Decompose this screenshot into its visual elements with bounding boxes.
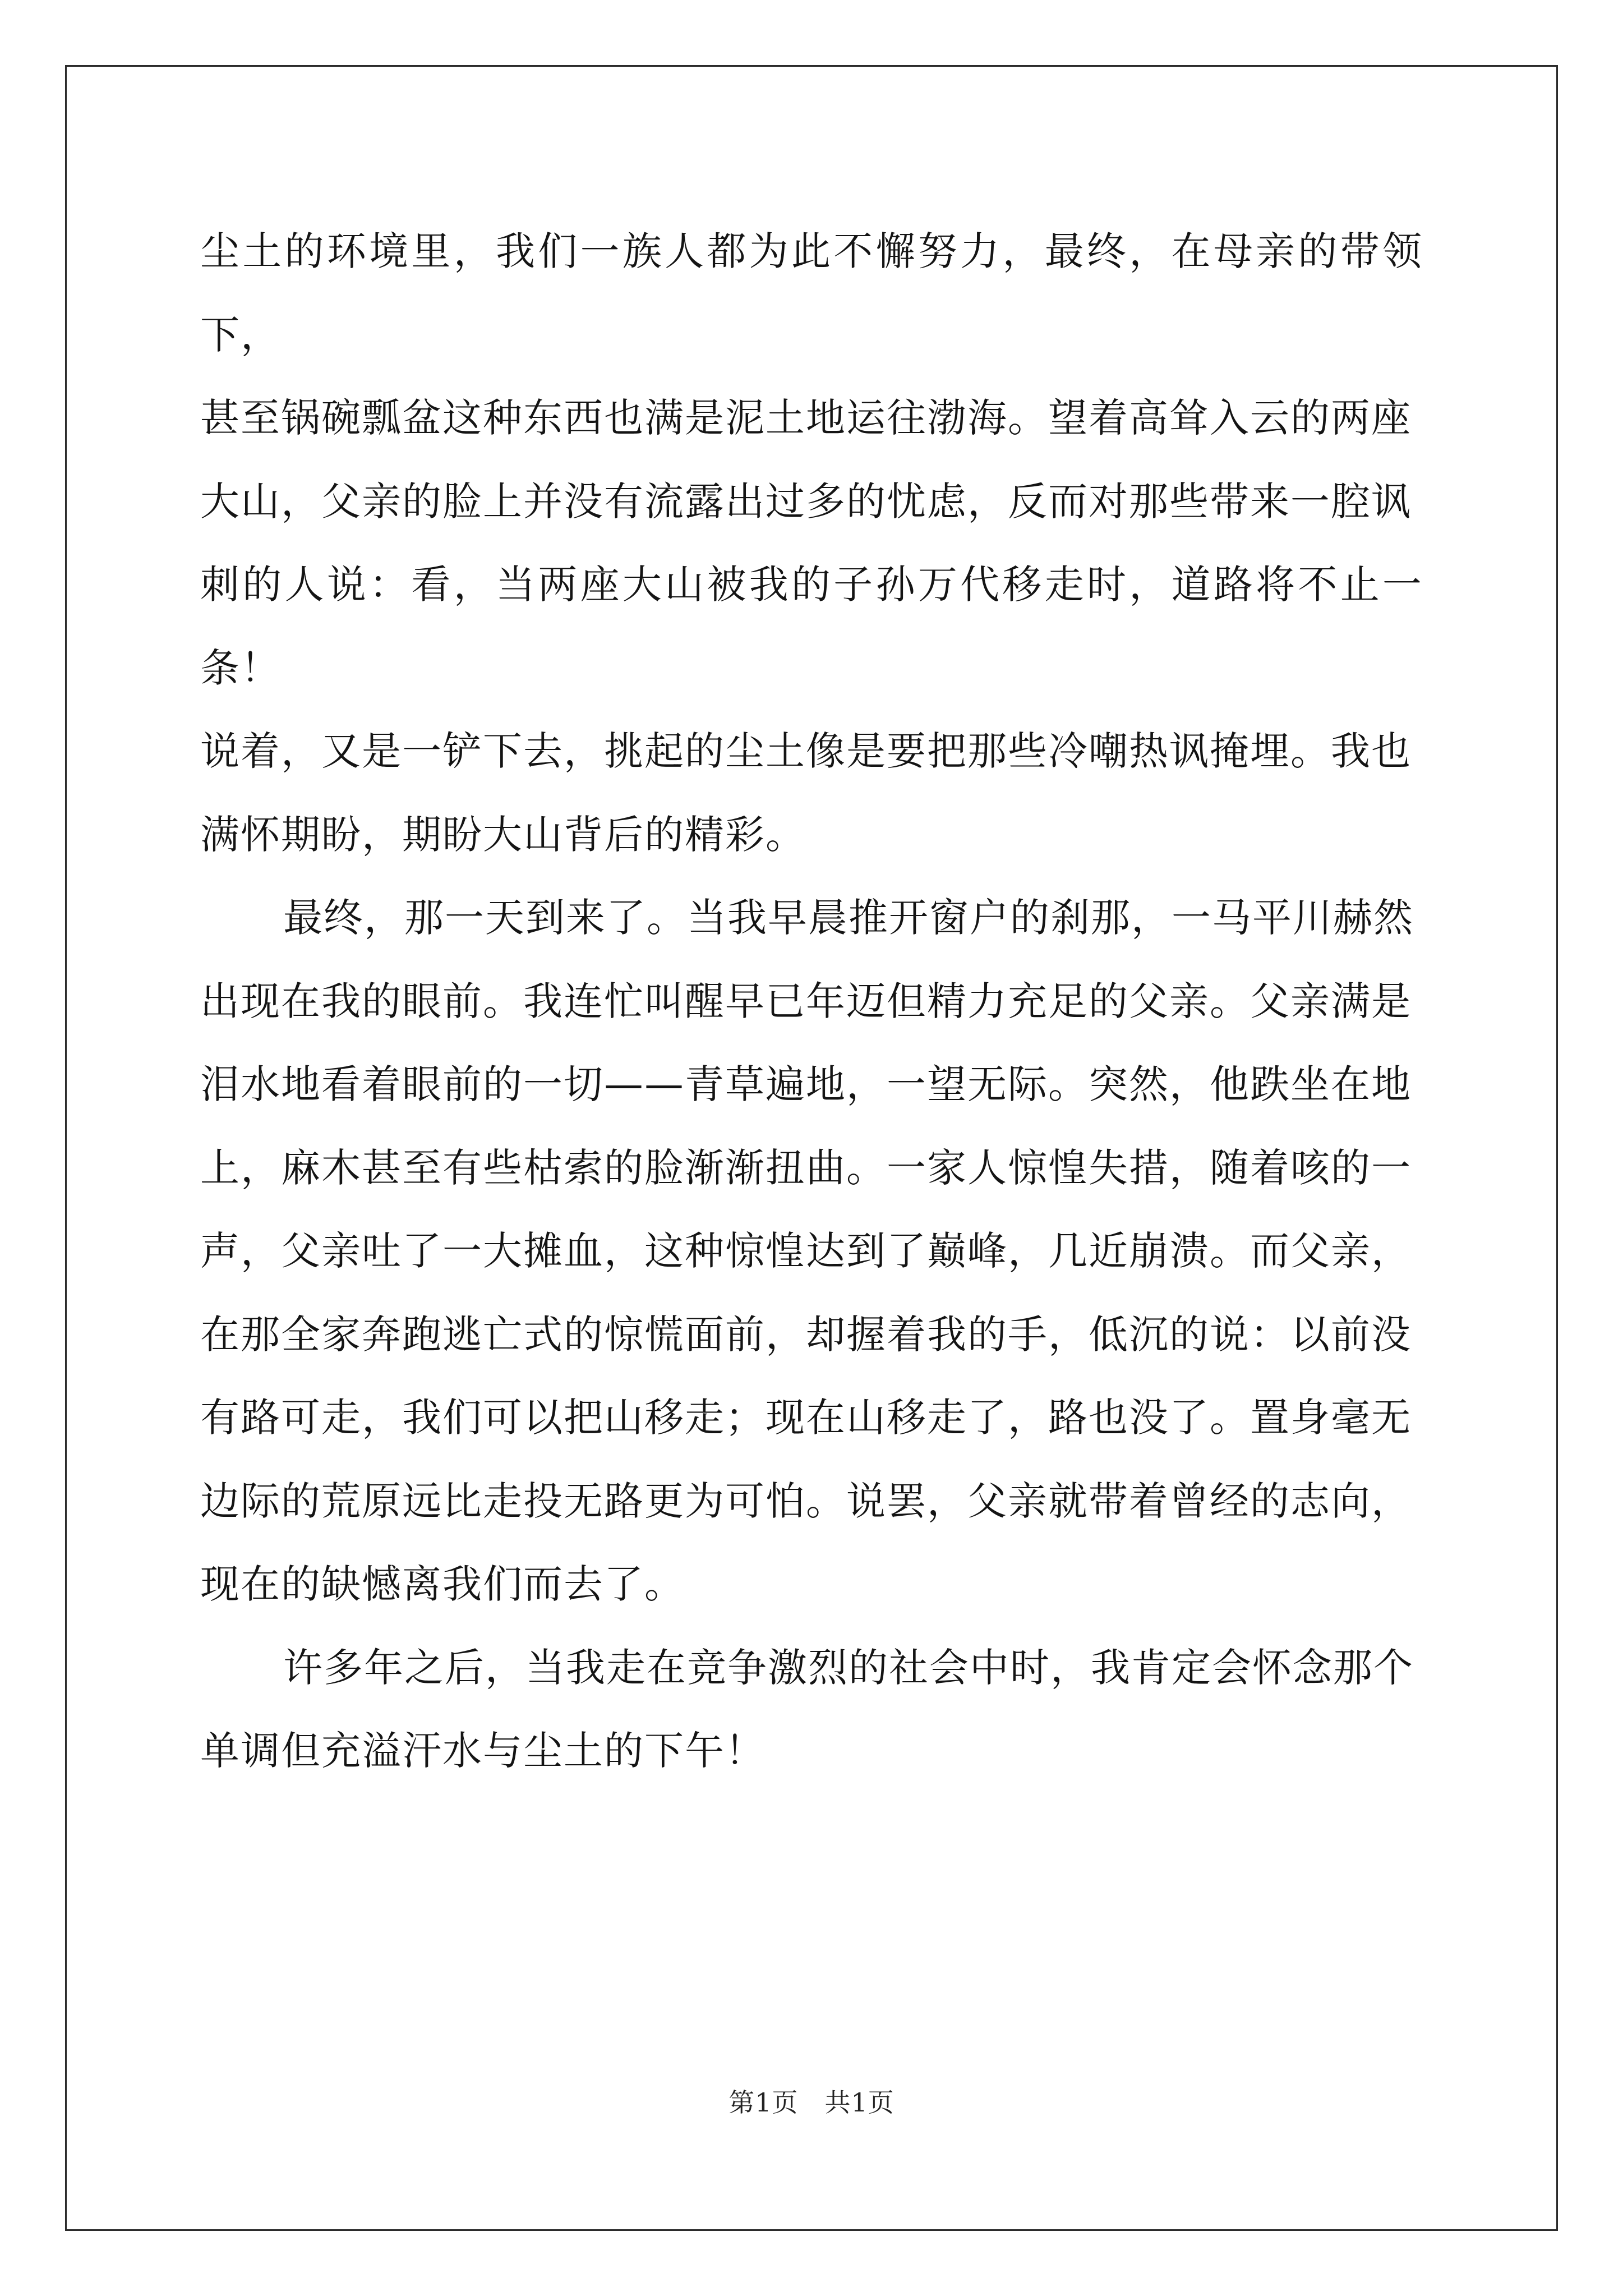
- text-line: 声，父亲吐了一大摊血，这种惊惶达到了巅峰，几近崩溃。而父亲，: [200, 1228, 1412, 1274]
- text-line: 单调但充溢汗水与尘土的下午！: [200, 1728, 766, 1774]
- paragraph-3: [200, 1626, 1423, 1793]
- document-body: [200, 210, 1423, 1793]
- text-line: 泪水地看着眼前的一切——青草遍地，一望无际。突然，他跌坐在地: [200, 1061, 1412, 1107]
- text-line: 大山，父亲的脸上并没有流露出过多的忧虑，反而对那些带来一腔讽: [200, 478, 1412, 524]
- text-line: 满怀期盼，期盼大山背后的精彩。: [200, 811, 806, 858]
- text-line: 许多年之后，当我走在竞争激烈的社会中时，我肯定会怀念那个: [283, 1644, 1414, 1691]
- text-line: 甚至锅碗瓢盆这种东西也满是泥土地运往渤海。望着高耸入云的两座: [200, 395, 1412, 441]
- text-line: 上，麻木甚至有些枯索的脸渐渐扭曲。一家人惊惶失措，随着咳的一: [200, 1144, 1412, 1191]
- text-line: 边际的荒原远比走投无路更为可怕。说罢，父亲就带着曾经的志向，: [200, 1478, 1412, 1524]
- text-line: 刺的人说：看，当两座大山被我的子孙万代移走时，道路将不止一条！: [200, 562, 1423, 691]
- page-number: 第1页: [728, 2087, 799, 2118]
- text-line: 说着，又是一铲下去，挑起的尘土像是要把那些冷嘲热讽掩埋。我也: [200, 728, 1412, 774]
- page-total: 共1页: [824, 2087, 895, 2118]
- paragraph-2: [200, 876, 1423, 1626]
- text-line: 尘土的环境里，我们一族人都为此不懈努力，最终，在母亲的带领下，: [200, 228, 1423, 358]
- paragraph-1: [200, 210, 1423, 876]
- text-line: 在那全家奔跑逃亡式的惊慌面前，却握着我的手，低沉的说：以前没: [200, 1311, 1412, 1358]
- text-line: 出现在我的眼前。我连忙叫醒早已年迈但精力充足的父亲。父亲满是: [200, 978, 1412, 1024]
- text-line: 有路可走，我们可以把山移走；现在山移走了，路也没了。置身毫无: [200, 1395, 1412, 1441]
- text-line: 现在的缺憾离我们而去了。: [200, 1561, 685, 1607]
- text-line: 最终，那一天到来了。当我早晨推开窗户的刹那，一马平川赫然: [283, 895, 1414, 941]
- page-footer: [0, 2082, 1623, 2119]
